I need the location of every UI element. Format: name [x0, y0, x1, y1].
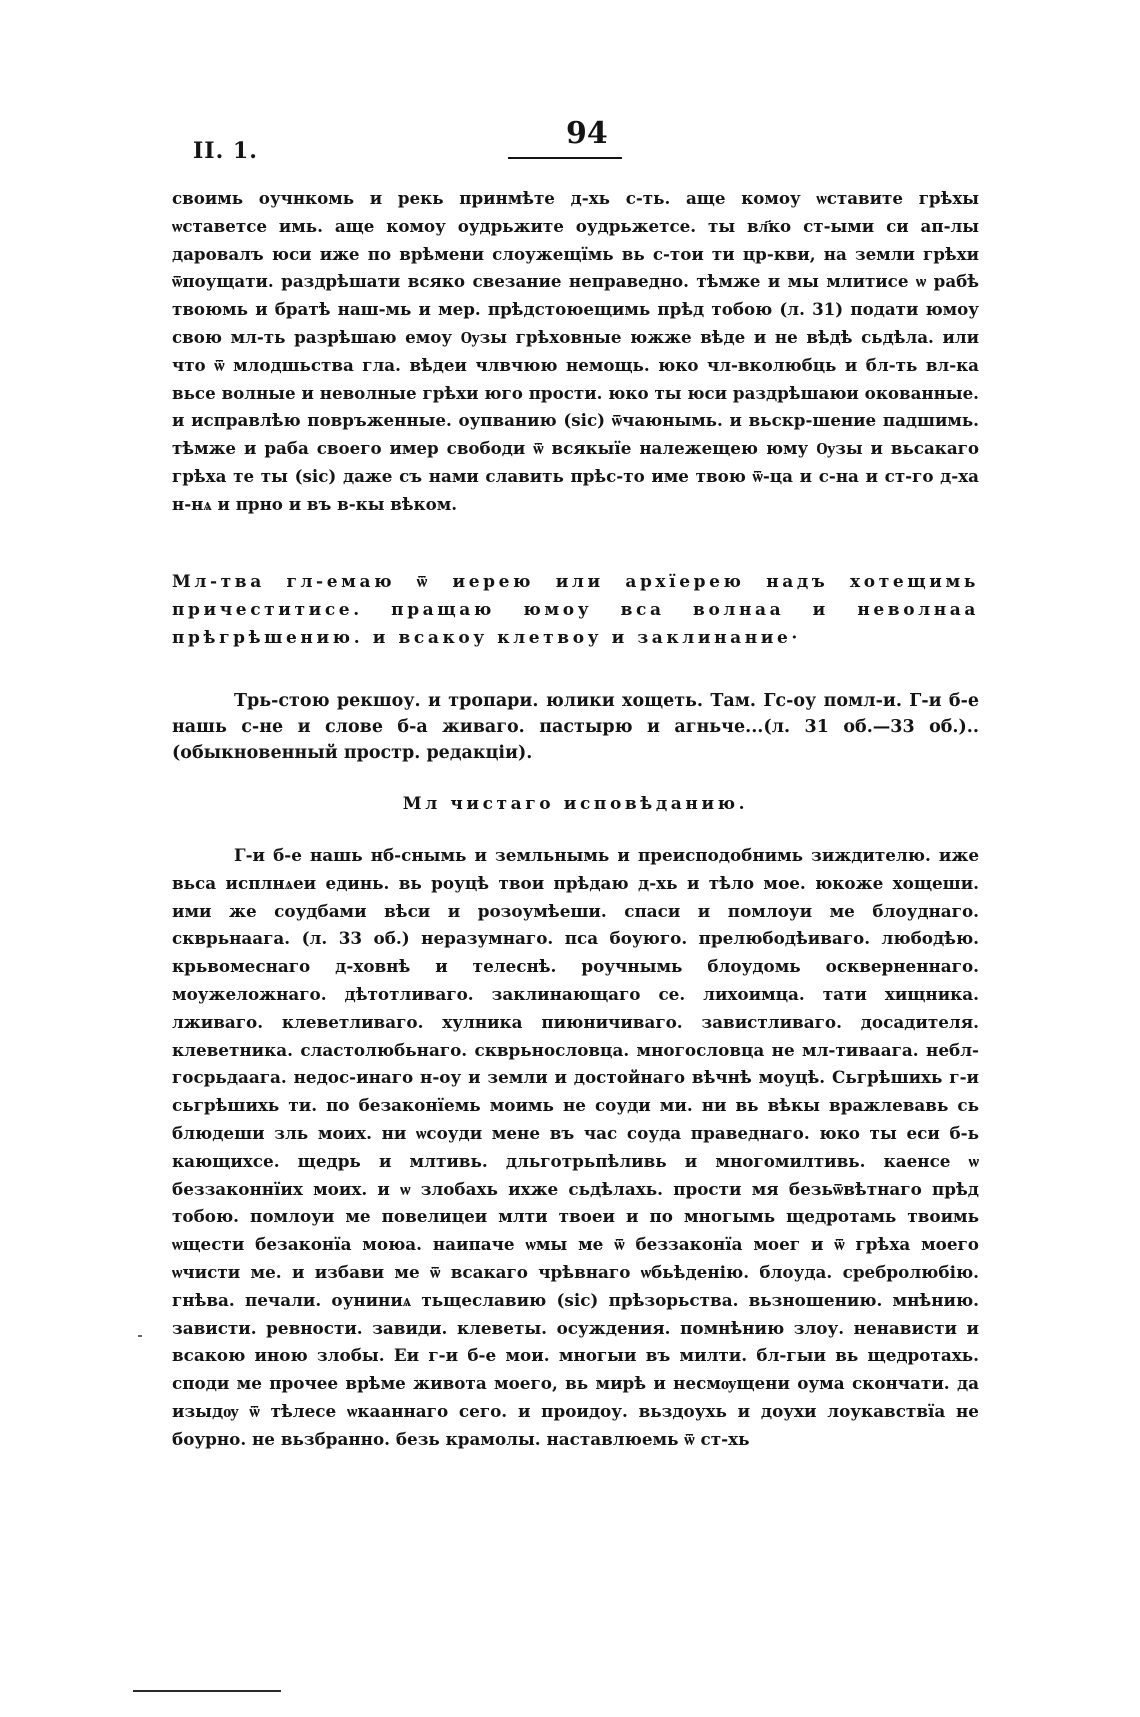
- footer-rule: [133, 1690, 281, 1692]
- paragraph-prayer-absolution: своимь оучнкомь и рекь принмѣте д-хь с-ть. аще комоу ѡставите грѣхы ѡставетсе имь. аще комоу оудрьжите оудрьжетсе. ты вл҃ко ст-ыми си ап-лы даровалъ юси иже по врѣмени слоужещїмь вь с-тои ти цр-кви, на земли грѣхи ѿпоущати. раздрѣшати всяко свезание неправедно. тѣмже и мы млитисе ѡ рабѣ твоюмь и братѣ наш-мь и мер. прѣдстоюещимь прѣд тобою (л. 31) подати юмоу свою мл-ть разрѣшаю емоу Ѹзы грѣховные южже вѣде и не вѣдѣ сьдѣла. или что ѿ млодшьства гла. вѣдеи члвчюю немощь. юко чл-вколюбць и бл-ть вл-ка вьсе волные и неволные грѣхи юго прости. юко ты юси раздрѣшаюи окованные. и исправлѣю повръженные. оупванию (sic) ѿчаюнымь. и вьскр-шение падшимь. тѣмже и раба своего имер свободи ѿ всякыїе належещею юму Ѹзы и вьсакаго грѣха те ты (sic) даже съ нами славить прѣс-то име твою ѿ-ца и с-на и ст-го д-ха н-нѧ и прно и въ в-кы вѣком.: [172, 188, 979, 514]
- section-heading-confession: Мл чистаго исповѣданию.: [402, 794, 749, 814]
- paragraph-trisagion-note: Трь-стою рекшоу. и тропари. юлики хощеть. Там. Гс-оу помл-и. Г-и б-е нашь с-не и слове б-а живаго. пастырю и агньче...(л. 31 об.—33 об.).. (обыкновенный простр. редакціи).: [172, 691, 979, 763]
- paragraph-rubric-communion-prayer: Мл-тва гл-емаю ѿ иерею или архїерею надъ хотещимь причеститисе. пращаю юмоу вса волнаа и неволнаа прѣгрѣшению. и всакоу клетвоу и заклинание·: [172, 572, 979, 648]
- page-number-rule: [508, 157, 622, 159]
- paragraph-prayer-confession: Г-и б-е нашь нб-снымь и земльнымь и преисподобнимь зиждителю. иже вьса исплнѧеи единь. вь роуцѣ твои прѣдаю д-хь и тѣло мое. юкоже хощеши. ими же соудбами вѣси и розоумѣеши. спаси и помлоуи ме блоуднаго. скврьнаага. (л. 33 об.) неразумнаго. пса боуюго. прелюбодѣиваго. любодѣю. крьвомеснаго д-ховнѣ и телеснѣ. роучнымь блоудомь оскверненнаго. моужеложнаго. дѣтотливаго. заклинающаго се. лихоимца. тати хищника. лживаго. клеветливаго. хулника пиюничиваго. завистливаго. досадителя. клеветника. сластолюбьнаго. скврьнословца. многословца не мл-тиваага. небл-госрьдаага. недос-инаго н-оу и земли и достойнаго вѣчнѣ моуцѣ. Сьгрѣшихь г-и сьгрѣшихь ти. по безаконїемь моимь не соуди ми. ни вь вѣкы вражлевавь сь блюдеши зль моих. ни ѡсоуди мене въ час соуда праведнаго. юко ты еси б-ь кающихсе. щедрь и млтивь. дльготрьпѣливь и многомилтивь. каенсе ѡ беззаконнїих моих. и ѡ злобахь ихже сьдѣлахь. прости мя безьѿвѣтнаго прѣд тобою. помлоуи ме повелицеи млти твоеи и по многымь щедротамь твоимь ѡщести безаконїа моюа. наипаче ѡмы ме ѿ беззаконїа моег и ѿ грѣха моего ѡчисти ме. и избави ме ѿ всакаго чрѣвнаго ѡбьѣденію. блоуда. сребролюбію. гнѣва. печали. оуниниѧ тьщеславию (sic) прѣзорьства. вьзношению. мнѣнию. зависти. ревности. завиди. клеветы. осуждения. помнѣнию злоу. ненависти и всакою иною злобы. Еи г-и б-е мои. многыи въ милти. бл-гыи вь щедротахь. споди ме прочее врѣме живота моего, вь мирѣ и несмѹщени оума скончати. да изыдѹ ѿ тѣлесе ѡкааннаго сего. и проидоу. вьздоухь и доухи лоукавствїа не боурно. не вьзбранно. безь крамолы. наставлюемь ѿ ст-хь: [172, 845, 979, 1449]
- page-number: 94: [566, 116, 608, 151]
- margin-mark: [138, 1335, 142, 1337]
- section-signature: II. 1.: [193, 138, 258, 164]
